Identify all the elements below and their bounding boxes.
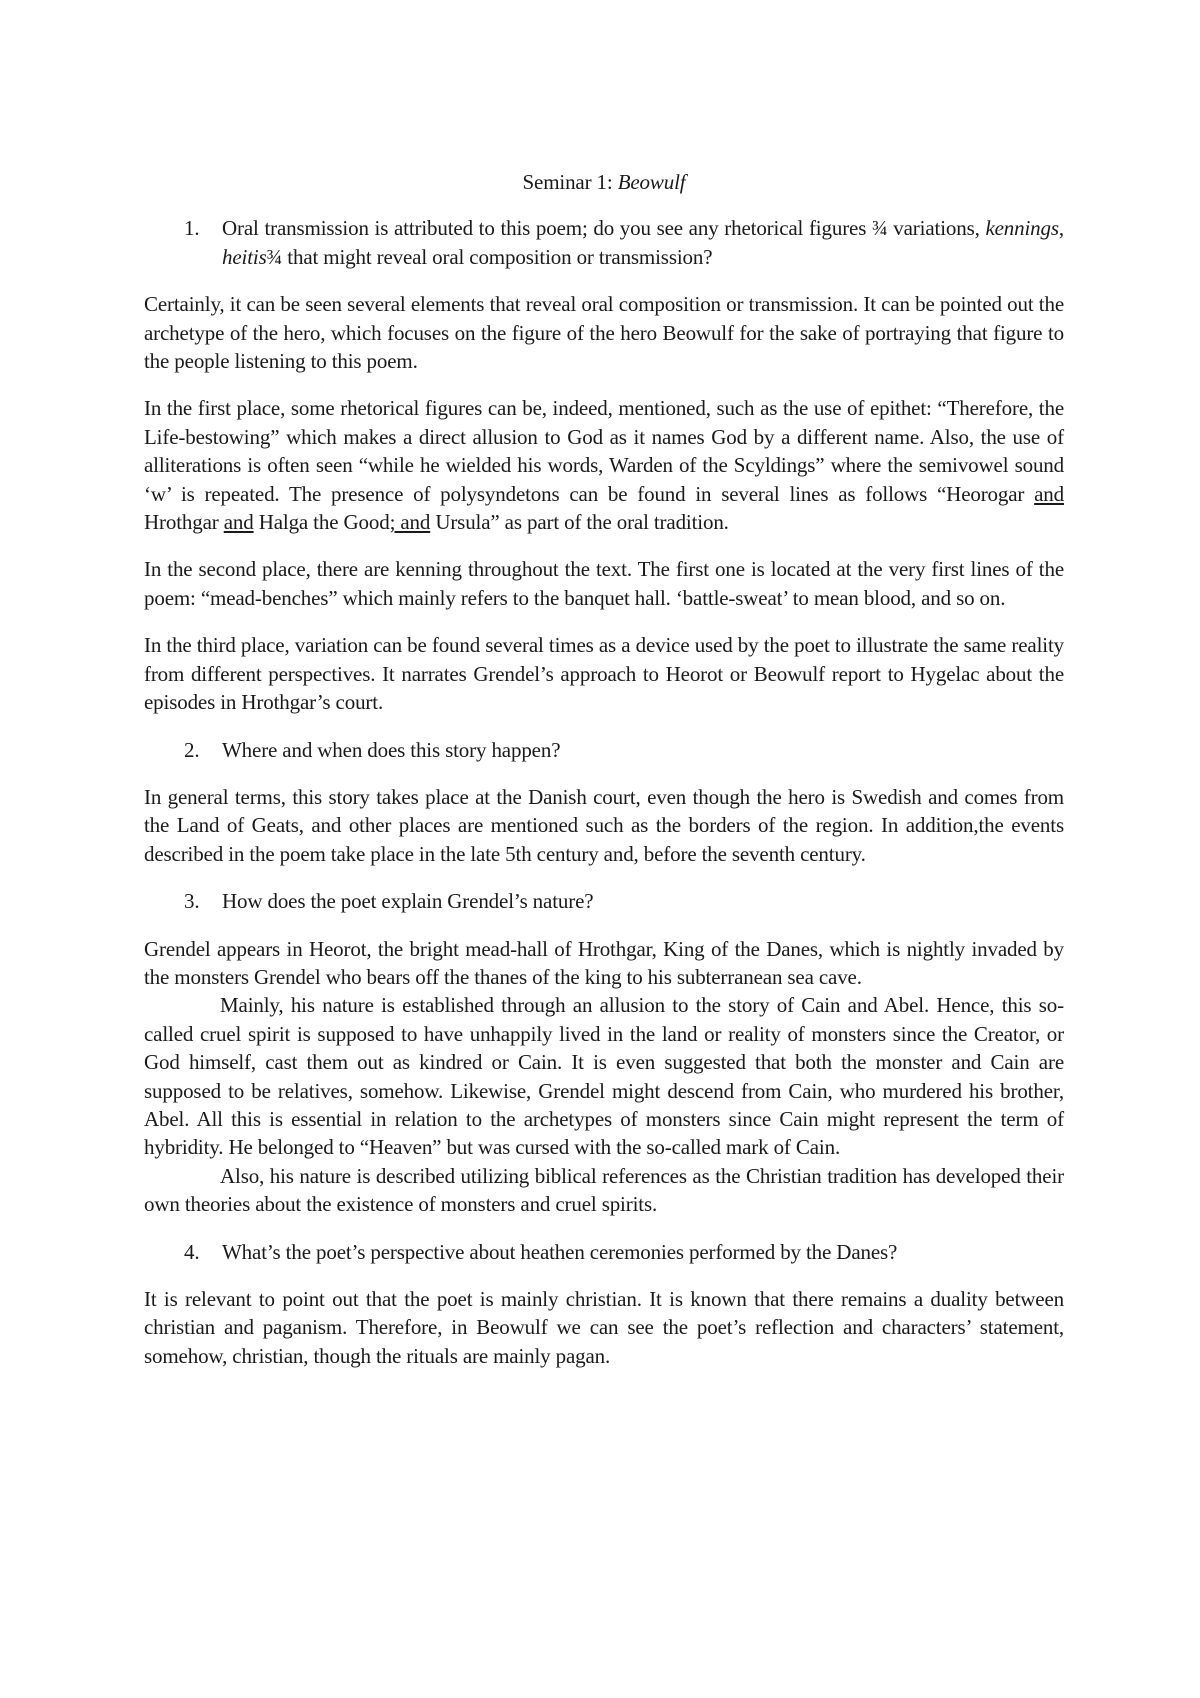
title-prefix: Seminar 1: xyxy=(522,170,618,194)
question-text-part: Oral transmission is attributed to this poem; do you see any rhetorical figures ¾ variations, xyxy=(222,216,986,241)
answer-paragraph: In general terms, this story takes place at the Danish court, even though the hero is Swedish and comes from the Land of Geats, and other places are mentioned such as the borders of the region. In addition,the events described in the poem take place in the late 5th century and, before the seventh century. xyxy=(144,784,1064,866)
answer-paragraph: In the third place, variation can be found several times as a device used by the poet to illustrate the same reality from different perspectives. It narrates Grendel’s approach to Heorot or Beowulf report to Hygelac about the episodes in Hrothgar’s court. xyxy=(144,633,1064,715)
answer-paragraph: Certainly, it can be seen several elements that reveal oral composition or transmission. It can be pointed out the archetype of the hero, which focuses on the figure of the hero Beowulf for the sake of portraying that figure to the people listening to this poem. xyxy=(144,292,1064,374)
answer-paragraph: Also, his nature is described utilizing biblical references as the Christian tradition has developed their own theories about the existence of monsters and cruel spirits. xyxy=(144,1163,1064,1217)
answer-paragraph: Mainly, his nature is established through an allusion to the story of Cain and Abel. Hence, this so-called cruel spirit is supposed to have unhappily lived in the land or reality of monsters since the Creator, or God himself, cast them out as kindred or Cain. It is even suggested that both the monster and Cain are supposed to be relatives, somehow. Likewise, Grendel might descend from Cain, who murdered his brother, Abel. All this is essential in relation to the archetypes of monsters since Cain might represent the term of hybridity. He belonged to “Heaven” but was cursed with the so-called mark of Cain. xyxy=(144,993,1064,1160)
answer-paragraph: Grendel appears in Heorot, the bright mead-hall of Hrothgar, King of the Danes, which is nightly invaded by the monsters Grendel who bears off the thanes of the king to his subterranean sea cave. xyxy=(144,936,1064,989)
answer-paragraph xyxy=(144,394,1064,536)
document-page xyxy=(144,168,1064,1389)
underlined-word: ; and xyxy=(389,510,431,535)
question-number: 1. xyxy=(184,216,200,241)
underlined-word: and xyxy=(223,510,254,535)
answer-paragraph: It is relevant to point out that the poet is mainly christian. It is known that there remains a duality between christian and paganism. Therefore, in Beowulf we can see the poet’s reflection and characters’ statement, somehow, christian, though the rituals are mainly pagan. xyxy=(144,1287,1064,1368)
underlined-word: and xyxy=(1034,481,1064,506)
question-3 xyxy=(144,887,1064,915)
document-title xyxy=(144,168,1064,196)
question-text: How does the poet explain Grendel’s nature? xyxy=(222,889,594,914)
italic-term-kennings: kennings xyxy=(985,216,1059,241)
question-text: What’s the poet’s perspective about heathen ceremonies performed by the Danes? xyxy=(222,1239,898,1264)
question-1 xyxy=(144,214,1064,271)
answer-paragraph: In the second place, there are kenning throughout the text. The first one is located at the very first lines of the poem: “mead-benches” which mainly refers to the banquet hall. ‘battle-sweat’ to mean blood, and so on. xyxy=(144,557,1064,610)
question-text-part: , xyxy=(1058,216,1064,241)
question-number: 4. xyxy=(184,1239,200,1264)
question-text-part: ¾ that might reveal oral composition or transmission? xyxy=(266,244,713,269)
question-text: Where and when does this story happen? xyxy=(222,737,561,762)
paragraph-part: Hrothgar xyxy=(144,510,224,535)
paragraph-part: Halga the Good xyxy=(253,510,390,535)
paragraph-part: Ursula” as part of the oral tradition. xyxy=(430,510,729,535)
paragraph-part: In the first place, some rhetorical figures can be, indeed, mentioned, such as the use of epithet: “Therefore, the Life-bestowing” which makes a direct allusion to God as it names God by a different name. Also, the use of alliterations is often seen “while he wielded his words, Warden of the Scyldings” where the semivowel sound ‘w’ is repeated. The presence of polysyndetons can be found in several lines as follows “Heorogar xyxy=(144,396,1064,506)
question-text xyxy=(222,214,1064,271)
question-4 xyxy=(144,1238,1064,1266)
italic-term-heitis: heitis xyxy=(222,244,267,269)
question-number: 2. xyxy=(184,737,200,762)
title-italic: Beowulf xyxy=(617,170,686,194)
question-2 xyxy=(144,736,1064,764)
question-number: 3. xyxy=(184,889,200,914)
